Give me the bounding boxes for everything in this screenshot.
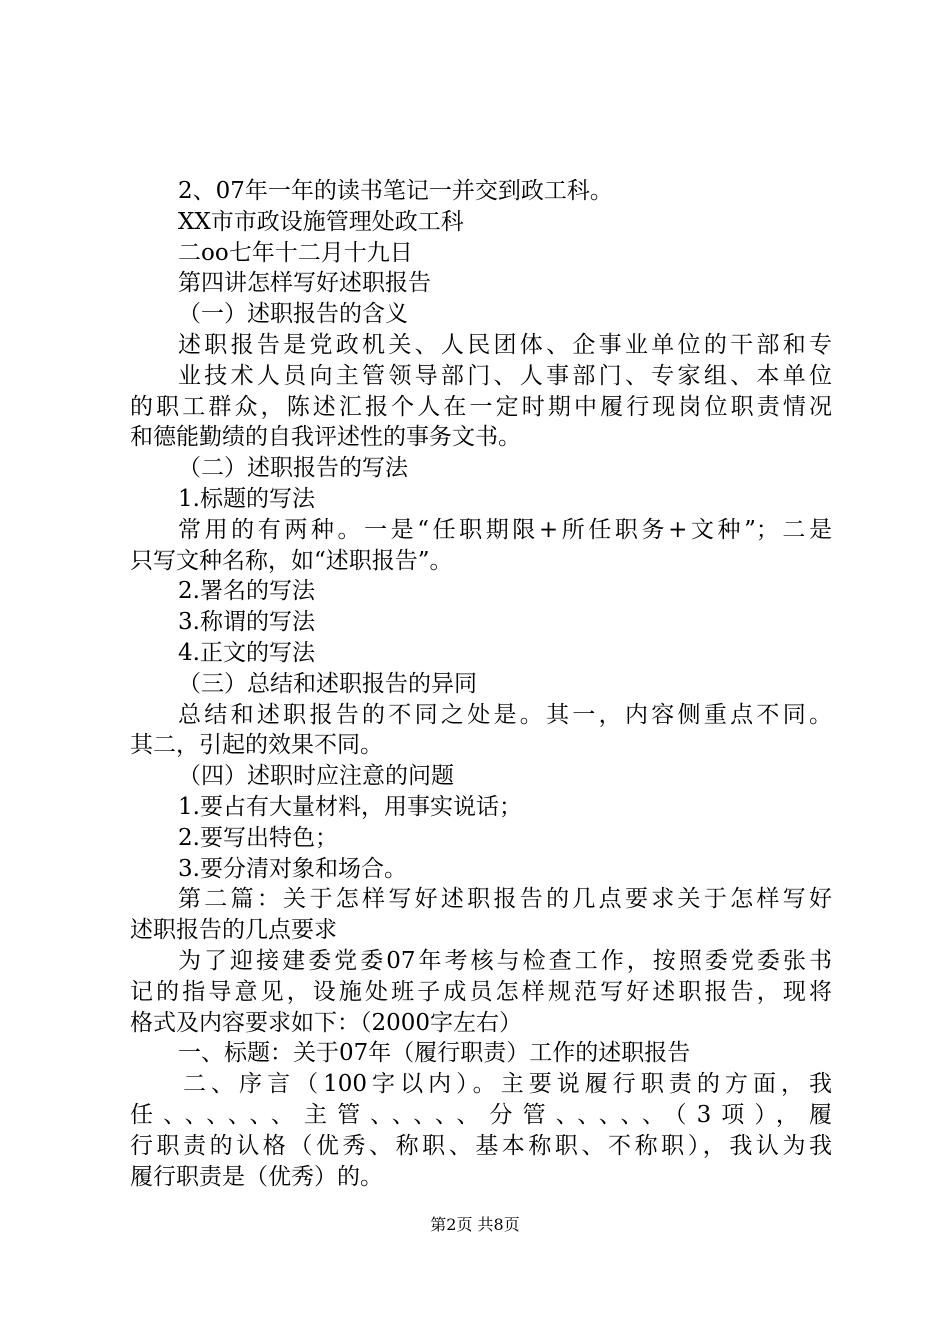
text-line: （二）述职报告的写法	[178, 455, 408, 482]
text-line: 3.要分清对象和场合。	[178, 855, 407, 882]
text-line: 二、序言（100字以内）。主要说履行职责的方面，我	[183, 1071, 832, 1098]
text-line: XX市市政设施管理处政工科	[178, 208, 464, 235]
text-line: 第四讲怎样写好述职报告	[178, 270, 431, 297]
text-line: 2.要写出特色；	[178, 824, 338, 851]
text-line: 其二，引起的效果不同。	[130, 732, 383, 759]
document-body	[130, 176, 832, 1192]
text-line: 格式及内容要求如下：（2000字左右）	[130, 1009, 523, 1036]
text-line: 述职报告的几点要求	[130, 917, 337, 944]
text-line: 和德能勤绩的自我评述性的事务文书。	[130, 424, 521, 451]
text-line: 1.要占有大量材料，用事实说话；	[178, 793, 522, 820]
text-line: 2、07年一年的读书笔记一并交到政工科。	[178, 178, 613, 204]
text-line: 记的指导意见，设施处班子成员怎样规范写好述职报告，现将	[130, 978, 832, 1005]
text-line: 履行职责是（优秀）的。	[130, 1163, 383, 1190]
text-line: 为了迎接建委党委07年考核与检查工作，按照委党委张书	[178, 947, 832, 974]
text-line: 只写文种名称，如“述职报告”。	[130, 547, 453, 574]
text-line: 一、标题：关于07年（履行职责）工作的述职报告	[178, 1040, 691, 1067]
text-line: （一）述职报告的含义	[178, 301, 408, 328]
text-line: 的职工群众，陈述汇报个人在一定时期中履行现岗位职责情况	[130, 393, 832, 420]
text-line: 常用的有两种。一是“任职期限+所任职务+文种”；二是	[178, 516, 832, 543]
text-line: 总结和述职报告的不同之处是。其一，内容侧重点不同。	[178, 701, 832, 728]
text-line: 业技术人员向主管领导部门、人事部门、专家组、本单位	[178, 362, 832, 389]
text-line: （四）述职时应注意的问题	[178, 763, 454, 790]
text-line: 任、、、、、、主管、、、、、分管、、、、、（3项），履	[130, 1101, 832, 1128]
text-line: 4.正文的写法	[178, 639, 315, 666]
text-line: 2.署名的写法	[178, 578, 315, 605]
page-footer: 第2页 共8页	[430, 1215, 520, 1234]
text-line: 二oo七年十二月十九日	[178, 239, 413, 266]
text-line: （三）总结和述职报告的异同	[178, 670, 477, 697]
text-line: 行职责的认格（优秀、称职、基本称职、不称职），我认为我	[130, 1132, 832, 1159]
text-line: 述职报告是党政机关、人民团体、企事业单位的干部和专	[178, 331, 832, 358]
text-line: 3.称谓的写法	[178, 609, 315, 636]
text-line: 第二篇：关于怎样写好述职报告的几点要求关于怎样写好	[178, 886, 832, 913]
text-line: 1.标题的写法	[178, 485, 315, 512]
